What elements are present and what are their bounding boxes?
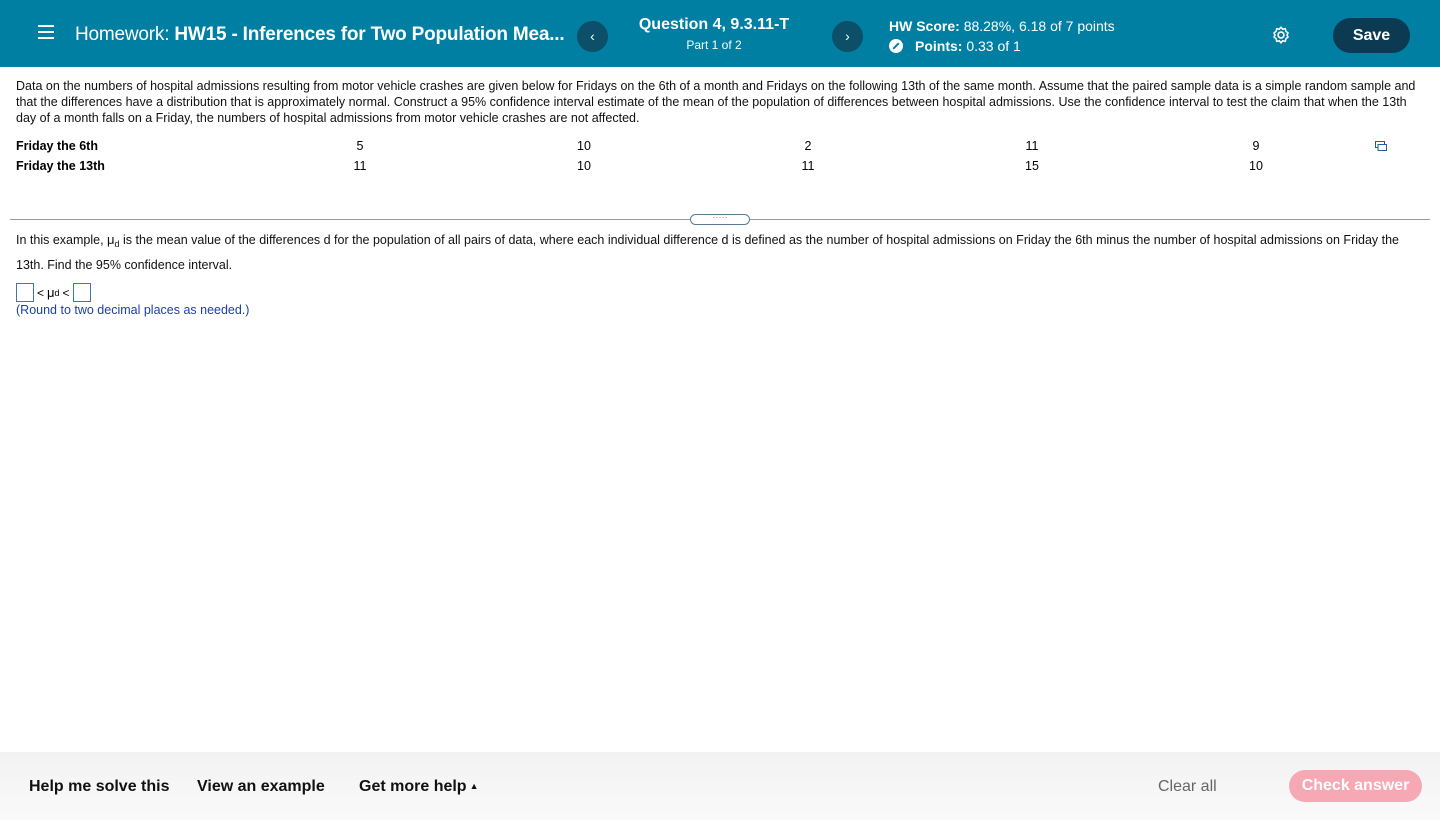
problem-statement: Data on the numbers of hospital admissions resulting from motor vehicle crashes are given below for Fridays on the 6th of a month and Fridays on the following 13th of the same month. Assume that the paired sample data is a simple random sample and that the differences have a distribution that is approximately normal. Construct a 95% confidence interval estimate of the mean of the population of differences between hospital admissions. Use the confidence interval to test the claim that when the 13th day of a month falls on a Friday, the numbers of hospital admissions from motor vehicle crashes are not affected. <box>16 79 1416 125</box>
table-cell: 10 <box>577 159 591 173</box>
upper-bound-input[interactable] <box>73 283 91 302</box>
less-than-symbol: < <box>62 285 70 300</box>
confidence-interval-answer <box>16 283 91 302</box>
table-cell: 2 <box>804 139 812 153</box>
get-more-help-label: Get more help <box>359 778 467 795</box>
homework-title-main: HW15 - Inferences for Two Population Mea... <box>174 24 565 45</box>
caret-up-icon: ▲ <box>469 781 479 791</box>
rounding-note: (Round to two decimal places as needed.) <box>16 303 250 317</box>
top-header <box>0 0 1440 67</box>
mu-symbol: μ <box>47 285 55 300</box>
table-cell: 5 <box>356 139 364 153</box>
instruction-part1: In this example, <box>16 233 104 247</box>
next-question-button[interactable] <box>832 21 863 52</box>
question-title: Question 4, 9.3.11-T <box>638 16 790 33</box>
table-cell: 15 <box>1025 159 1039 173</box>
chevron-left-icon: ‹ <box>590 28 595 44</box>
table-cell: 10 <box>1249 159 1263 173</box>
data-table <box>16 136 1368 176</box>
save-button[interactable]: Save <box>1333 18 1410 53</box>
get-more-help-button[interactable] <box>359 778 479 796</box>
gear-icon[interactable] <box>1271 25 1291 45</box>
question-part: Part 1 of 2 <box>686 38 742 52</box>
points-check-icon <box>889 39 903 53</box>
copy-icon[interactable] <box>1375 141 1387 151</box>
points-value: 0.33 of 1 <box>966 38 1021 54</box>
hw-score-value: 88.28%, 6.18 of 7 points <box>963 18 1115 34</box>
score-panel <box>889 18 1115 54</box>
mu-subscript: d <box>114 239 120 249</box>
menu-icon[interactable] <box>38 25 54 41</box>
mu-symbol: μ <box>107 232 115 247</box>
instruction-text <box>16 229 1416 276</box>
bottom-toolbar <box>0 752 1440 820</box>
hw-score-label: HW Score: <box>889 18 960 34</box>
question-indicator <box>620 16 808 52</box>
instruction-part2: is the mean value of the differences d for the population of all pairs of data, where each individual difference d is defined as the number of hospital admissions on Friday the 6th minus the number of hospital admissions on Friday the 13th. Find the 95% confidence interval. <box>16 233 1400 272</box>
homework-title <box>75 24 564 46</box>
clear-all-button[interactable]: Clear all <box>1158 778 1217 795</box>
table-cell: 9 <box>1252 139 1260 153</box>
chevron-right-icon: › <box>845 28 850 44</box>
table-cell: 11 <box>1025 139 1039 153</box>
homework-title-prefix: Homework: <box>75 24 170 45</box>
row-label: Friday the 13th <box>16 159 105 173</box>
mu-subscript: d <box>54 287 60 298</box>
table-row <box>16 156 1368 176</box>
table-cell: 11 <box>801 159 815 173</box>
table-cell: 10 <box>577 139 591 153</box>
view-example-button[interactable]: View an example <box>197 778 325 795</box>
row-label: Friday the 6th <box>16 139 98 153</box>
table-row <box>16 136 1368 156</box>
table-cell: 11 <box>353 159 367 173</box>
previous-question-button[interactable] <box>577 21 608 52</box>
lower-bound-input[interactable] <box>16 283 34 302</box>
check-answer-button[interactable]: Check answer <box>1289 770 1422 802</box>
points-label: Points: <box>915 38 963 54</box>
help-me-solve-button[interactable]: Help me solve this <box>29 778 170 795</box>
divider-handle[interactable]: ····· <box>690 214 750 225</box>
less-than-symbol: < <box>37 285 45 300</box>
